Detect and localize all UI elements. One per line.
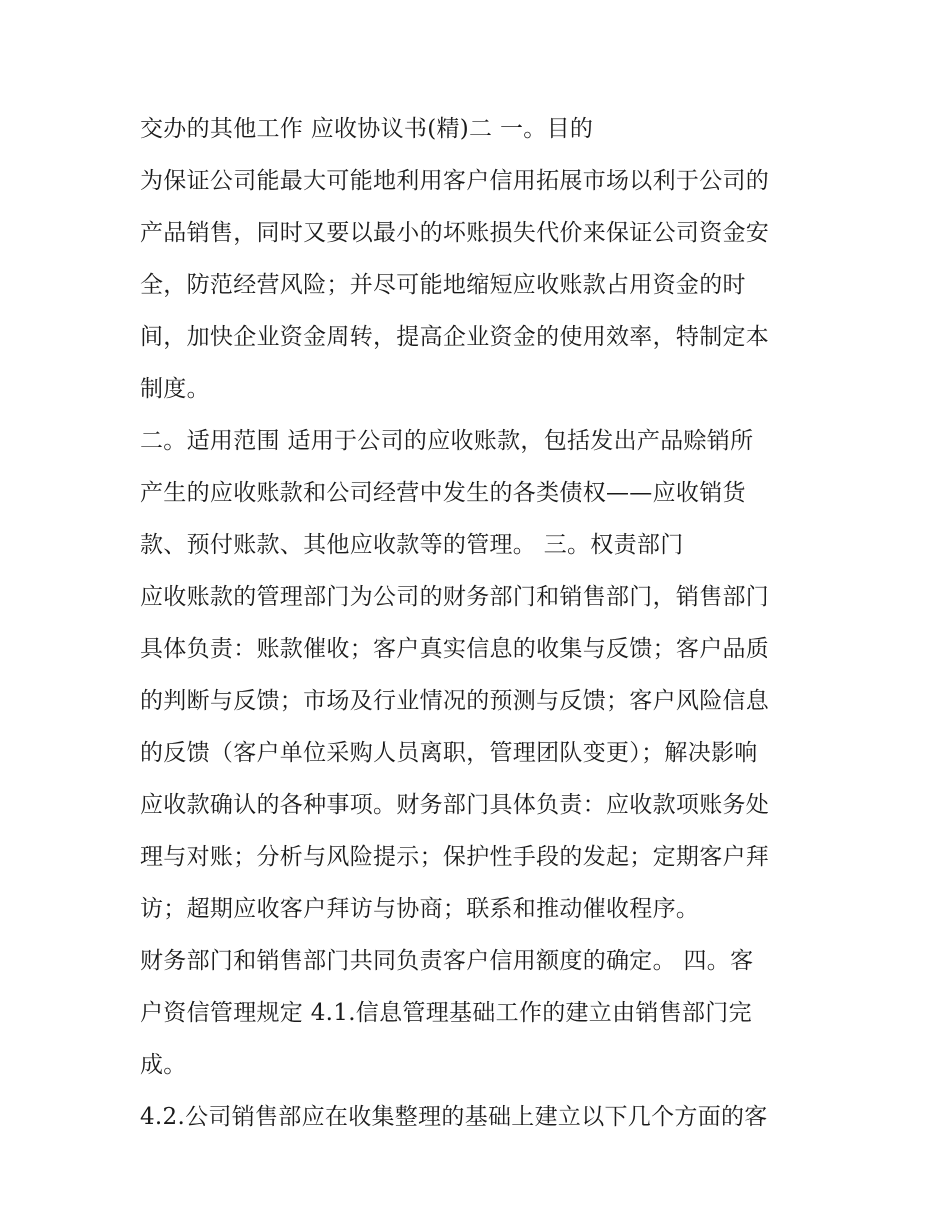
text-line: 具体负责：账款催收；客户真实信息的收集与反馈；客户品质 xyxy=(140,636,770,662)
text-line: 4.2.公司销售部应在收集整理的基础上建立以下几个方面的客 xyxy=(140,1104,768,1130)
text-line: 间，加快企业资金周转，提高企业资金的使用效率，特制定本 xyxy=(140,324,770,350)
text-line: 款、预付账款、其他应收款等的管理。 三。权责部门 xyxy=(140,532,684,558)
text-line: 理与对账；分析与风险提示；保护性手段的发起；定期客户拜 xyxy=(140,844,770,870)
text-line: 为保证公司能最大可能地利用客户信用拓展市场以利于公司的 xyxy=(140,168,770,194)
text-line: 的判断与反馈；市场及行业情况的预测与反馈；客户风险信息 xyxy=(140,688,770,714)
text-line: 应收款确认的各种事项。财务部门具体负责：应收款项账务处 xyxy=(140,792,770,818)
text-line: 交办的其他工作 应收协议书(精)二 一。目的 xyxy=(140,116,594,142)
text-line: 的反馈（客户单位采购人员离职，管理团队变更）；解决影响 xyxy=(140,740,758,766)
text-line: 全，防范经营风险；并尽可能地缩短应收账款占用资金的时 xyxy=(140,272,746,298)
text-line: 产品销售，同时又要以最小的坏账损失代价来保证公司资金安 xyxy=(140,220,770,246)
text-line: 访；超期应收客户拜访与协商；联系和推动催收程序。 xyxy=(140,896,700,922)
document-body xyxy=(140,110,830,1150)
text-line: 应收账款的管理部门为公司的财务部门和销售部门，销售部门 xyxy=(140,584,770,610)
text-line: 二。适用范围 适用于公司的应收账款，包括发出产品赊销所 xyxy=(140,428,754,454)
text-line: 财务部门和销售部门共同负责客户信用额度的确定。 四。客 xyxy=(140,948,754,974)
text-line: 制度。 xyxy=(140,376,210,402)
text-line: 户资信管理规定 4.1.信息管理基础工作的建立由销售部门完 xyxy=(140,1000,752,1026)
text-line: 产生的应收账款和公司经营中发生的各类债权——应收销货 xyxy=(140,480,746,506)
text-line: 成。 xyxy=(140,1052,187,1078)
